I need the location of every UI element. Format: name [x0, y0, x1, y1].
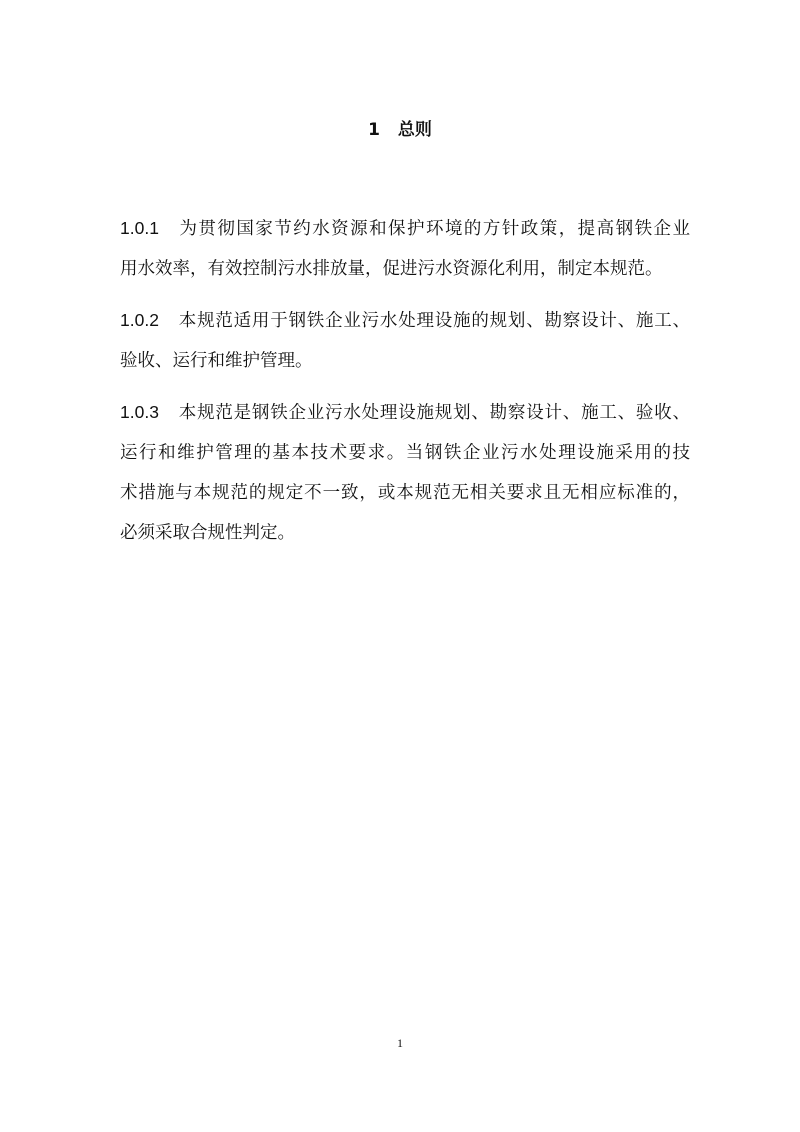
clause-text: 本规范是钢铁企业污水处理设施规划、勘察设计、施工、验收、: [178, 403, 690, 423]
clause-line: 验收、运行和维护管理。: [120, 351, 313, 371]
clause-line: 必须采取合规性判定。: [120, 523, 295, 543]
clause-line: 用水效率，有效控制污水排放量，促进污水资源化利用，制定本规范。: [120, 259, 663, 279]
chapter-title: 总则: [397, 120, 432, 140]
chapter-heading: [0, 115, 800, 140]
clause-1-0-2: [120, 300, 690, 381]
clause-line: 术措施与本规范的规定不一致，或本规范无相关要求且无相应标准的，: [120, 483, 690, 503]
clause-text: 为贯彻国家节约水资源和保护环境的方针政策，提高钢铁企业: [178, 219, 690, 239]
clause-line: [120, 392, 690, 433]
clause-number: 1.0.3: [120, 402, 159, 422]
page-number: 1: [397, 1036, 403, 1050]
clause-line: 运行和维护管理的基本技术要求。当钢铁企业污水处理设施采用的技: [120, 443, 690, 463]
chapter-number: 1: [368, 120, 380, 140]
clause-line: [120, 300, 690, 341]
clause-number: 1.0.1: [120, 218, 159, 238]
clause-number: 1.0.2: [120, 310, 159, 330]
clause-1-0-3: [120, 392, 690, 553]
clause-1-0-1: [120, 208, 690, 289]
clause-line: [120, 208, 690, 249]
clause-text: 本规范适用于钢铁企业污水处理设施的规划、勘察设计、施工、: [178, 311, 690, 331]
